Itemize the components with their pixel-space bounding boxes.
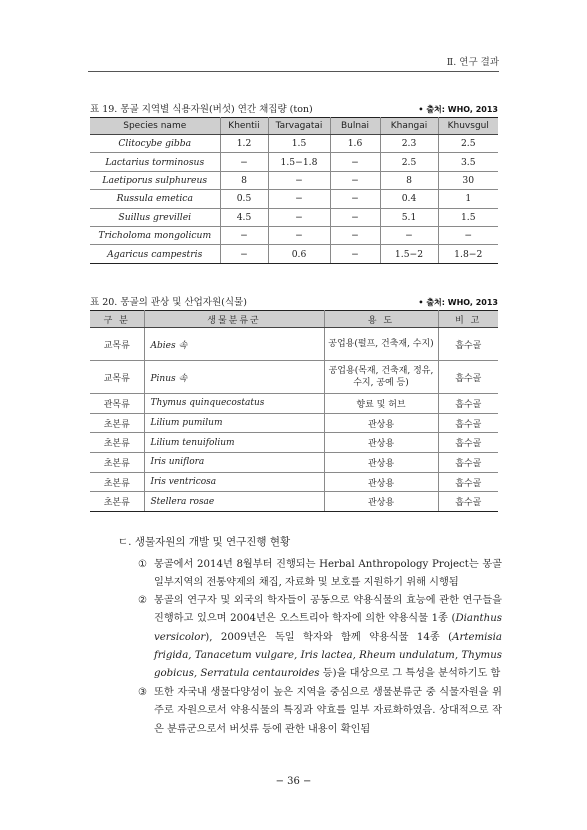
- use-cell: 관상용: [324, 472, 438, 492]
- taxon-cell: Stellera rosae: [144, 492, 324, 512]
- section-title: ㄷ. 생물자원의 개발 및 연구진행 현황: [118, 536, 291, 548]
- use-cell: 향료 및 허브: [324, 394, 438, 414]
- table20-col-header: 생물분류군: [144, 311, 324, 328]
- note-cell: 흡수골: [438, 328, 498, 361]
- value-cell: 1.8−2: [438, 245, 498, 263]
- value-cell: −: [268, 208, 330, 226]
- use-cell: 관상용: [324, 413, 438, 433]
- taxon-cell: Iris uniflora: [144, 453, 324, 473]
- species-cell: Tricholoma mongolicum: [90, 226, 220, 244]
- table19-caption-row: [90, 101, 498, 115]
- table-row: [90, 433, 498, 453]
- use-cell: 공업용(목재, 건축재, 정유, 수지, 공예 등): [324, 361, 438, 394]
- table19-col-header: Bulnai: [330, 118, 380, 135]
- value-cell: 1.2: [220, 135, 268, 153]
- table19-source: • 출처: WHO, 2013: [418, 105, 498, 114]
- value-cell: −: [330, 171, 380, 189]
- category-cell: 교목류: [90, 328, 144, 361]
- value-cell: −: [330, 245, 380, 263]
- table19-header-row: [90, 118, 498, 135]
- item-text-part: ), 2009년은 독일 학자와 함께 약용식물 14종 (: [205, 631, 453, 643]
- taxon-cell: Pinus 속: [144, 361, 324, 394]
- taxon-cell: Lilium pumilum: [144, 413, 324, 433]
- value-cell: −: [330, 153, 380, 171]
- value-cell: 3.5: [438, 153, 498, 171]
- list-item: [138, 556, 502, 593]
- table-row: [90, 361, 498, 394]
- category-cell: 초본류: [90, 472, 144, 492]
- value-cell: 2.5: [438, 135, 498, 153]
- note-cell: 흡수골: [438, 413, 498, 433]
- table20-col-header: 구 분: [90, 311, 144, 328]
- use-cell: 관상용: [324, 453, 438, 473]
- note-cell: 흡수골: [438, 394, 498, 414]
- table-row: [90, 245, 498, 263]
- table20-col-header: 용 도: [324, 311, 438, 328]
- table20-col-header: 비 고: [438, 311, 498, 328]
- value-cell: 0.4: [380, 190, 438, 208]
- value-cell: 2.5: [380, 153, 438, 171]
- table19-col-header: Khangai: [380, 118, 438, 135]
- table-row: [90, 394, 498, 414]
- running-header: Ⅱ. 연구 결과: [446, 57, 499, 68]
- category-cell: 초본류: [90, 433, 144, 453]
- value-cell: −: [220, 153, 268, 171]
- item-number: ③: [138, 687, 148, 698]
- value-cell: 1.6: [330, 135, 380, 153]
- table-row: [90, 328, 498, 361]
- item-number: ②: [138, 595, 148, 606]
- value-cell: 4.5: [220, 208, 268, 226]
- species-cell: Russula emetica: [90, 190, 220, 208]
- item-text: 또한 자국내 생물다양성이 높은 지역을 중심으로 생물분류군 중 식물자원을 위주로 자원으로서 약용식물의 특징과 약효를 일부 자료화하였음. 상대적으로 작은 분류군으로서 버섯류 등에 관한 내용이 확인됨: [154, 687, 502, 735]
- value-cell: 8: [380, 171, 438, 189]
- value-cell: 1.5: [268, 135, 330, 153]
- header-rule: [88, 71, 499, 72]
- use-cell: 관상용: [324, 492, 438, 512]
- value-cell: 5.1: [380, 208, 438, 226]
- table19-col-header: Khuvsgul: [438, 118, 498, 135]
- item-text: [138, 592, 502, 684]
- use-cell: 공업용(펄프, 건축재, 수지): [324, 328, 438, 361]
- value-cell: −: [268, 171, 330, 189]
- taxon-cell: Iris ventricosa: [144, 472, 324, 492]
- value-cell: 2.3: [380, 135, 438, 153]
- table-row: [90, 413, 498, 433]
- table-row: [90, 492, 498, 512]
- page-number: − 36 −: [275, 776, 312, 787]
- value-cell: 0.6: [268, 245, 330, 263]
- table19-mushroom-harvest: [90, 117, 498, 264]
- category-cell: 초본류: [90, 413, 144, 433]
- value-cell: 30: [438, 171, 498, 189]
- species-name: Dianthus versicolor: [154, 613, 502, 643]
- table-row: [90, 190, 498, 208]
- table-row: [90, 208, 498, 226]
- value-cell: −: [330, 190, 380, 208]
- value-cell: −: [220, 226, 268, 244]
- table20-header-row: [90, 311, 498, 328]
- table19-col-header: Khentii: [220, 118, 268, 135]
- species-cell: Suillus grevillei: [90, 208, 220, 226]
- species-list: Artemisia frigida, Tanacetum vulgare, Iris lactea, Rheum undulatum, Thymus gobicus, Serratula centauroides: [154, 631, 502, 680]
- note-cell: 흡수골: [438, 472, 498, 492]
- value-cell: 1.5: [438, 208, 498, 226]
- species-cell: Agaricus campestris: [90, 245, 220, 263]
- note-cell: 흡수골: [438, 453, 498, 473]
- table-row: [90, 171, 498, 189]
- category-cell: 초본류: [90, 492, 144, 512]
- table-row: [90, 226, 498, 244]
- item-text: 몽골에서 2014년 8월부터 진행되는 Herbal Anthropology Project는 몽골 일부지역의 전통약제의 채집, 자료화 및 보호를 지원하기 위해 시행됨: [154, 559, 502, 589]
- table20-source: • 출처: WHO, 2013: [418, 298, 498, 307]
- value-cell: −: [438, 226, 498, 244]
- taxon-cell: Lilium tenuifolium: [144, 433, 324, 453]
- item-text-part: 몽골의 연구자 및 외국의 학자들이 공동으로 약용식물의 효능에 관한 연구들을 진행하고 있으며 2004년은 오스트리아 학자에 의한 약용식물 1종 (: [154, 595, 502, 625]
- list-item: [138, 684, 502, 739]
- species-cell: Clitocybe gibba: [90, 135, 220, 153]
- table20-caption: 표 20. 몽골의 관상 및 산업자원(식물): [90, 297, 247, 308]
- value-cell: −: [220, 245, 268, 263]
- table19-col-header: Species name: [90, 118, 220, 135]
- value-cell: 1.5−1.8: [268, 153, 330, 171]
- item-text-part: 등)을 대상으로 그 특성을 분석하기도 함: [319, 668, 501, 680]
- value-cell: −: [268, 190, 330, 208]
- table19-col-header: Tarvagatai: [268, 118, 330, 135]
- value-cell: 1.5−2: [380, 245, 438, 263]
- value-cell: 1: [438, 190, 498, 208]
- value-cell: 0.5: [220, 190, 268, 208]
- table-row: [90, 453, 498, 473]
- category-cell: 관목류: [90, 394, 144, 414]
- use-cell: 관상용: [324, 433, 438, 453]
- value-cell: −: [330, 208, 380, 226]
- table20-caption-row: [90, 294, 498, 308]
- item-number: ①: [138, 559, 148, 570]
- table-row: [90, 472, 498, 492]
- note-cell: 흡수골: [438, 361, 498, 394]
- taxon-cell: Abies 속: [144, 328, 324, 361]
- value-cell: −: [268, 226, 330, 244]
- category-cell: 초본류: [90, 453, 144, 473]
- note-cell: 흡수골: [438, 492, 498, 512]
- taxon-cell: Thymus quinquecostatus: [144, 394, 324, 414]
- note-cell: 흡수골: [438, 433, 498, 453]
- value-cell: −: [380, 226, 438, 244]
- table20-ornamental-industrial-plants: [90, 310, 498, 512]
- species-cell: Lactarius torminosus: [90, 153, 220, 171]
- value-cell: −: [330, 226, 380, 244]
- species-cell: Laetiporus sulphureus: [90, 171, 220, 189]
- value-cell: 8: [220, 171, 268, 189]
- category-cell: 교목류: [90, 361, 144, 394]
- table-row: [90, 153, 498, 171]
- table19-caption: 표 19. 몽골 지역별 식용자원(버섯) 연간 채집량 (ton): [90, 104, 313, 115]
- list-item: [138, 592, 502, 684]
- table-row: [90, 135, 498, 153]
